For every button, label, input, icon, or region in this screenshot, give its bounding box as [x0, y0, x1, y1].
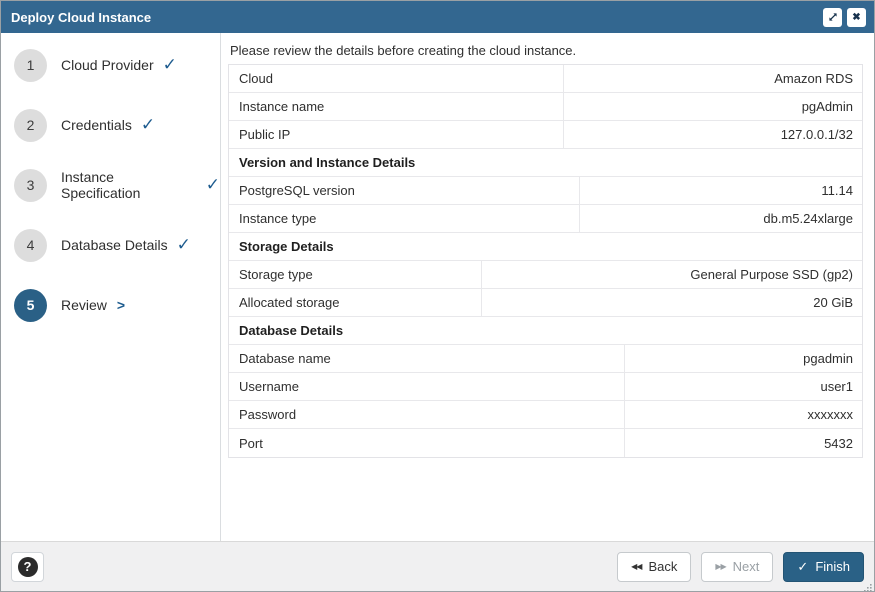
- row-label: PostgreSQL version: [229, 177, 580, 204]
- wizard-step-cloud-provider: [1, 35, 220, 95]
- maximize-icon: [827, 11, 839, 23]
- step-number-badge: 5: [14, 289, 47, 322]
- row-label: Instance name: [229, 93, 564, 120]
- section-general: [229, 65, 862, 149]
- wizard-step-database-details: [1, 215, 220, 275]
- section-version-instance: [229, 149, 862, 233]
- check-icon: ✓: [797, 558, 809, 574]
- row-value: 20 GiB: [813, 295, 853, 310]
- section-header: Version and Instance Details: [229, 149, 862, 177]
- back-button-label: Back: [648, 559, 678, 574]
- row-label: Instance type: [229, 205, 580, 232]
- dialog-titlebar: [1, 1, 874, 33]
- double-left-arrow-icon: ◀◀: [631, 562, 642, 571]
- row-value: db.m5.24xlarge: [763, 211, 853, 226]
- table-row: [229, 65, 862, 93]
- wizard-step-review: [1, 275, 220, 335]
- review-panel: [221, 33, 874, 541]
- row-label: Public IP: [229, 121, 564, 148]
- question-mark-icon: ?: [18, 557, 38, 577]
- row-value: pgadmin: [803, 351, 853, 366]
- row-value: 5432: [824, 435, 853, 451]
- table-row: [229, 289, 862, 317]
- table-row: [229, 429, 862, 457]
- row-value: 11.14: [821, 183, 853, 198]
- row-value: pgAdmin: [801, 99, 853, 114]
- resize-grip-dots-icon: [862, 582, 872, 592]
- step-label: Instance Specification: [61, 169, 141, 201]
- finish-button[interactable]: [783, 552, 864, 582]
- step-label: Review: [61, 297, 107, 313]
- back-button[interactable]: [617, 552, 691, 582]
- section-storage: [229, 233, 862, 317]
- check-icon: ✓: [162, 55, 177, 74]
- review-details-table: [228, 64, 863, 458]
- row-value: xxxxxxx: [807, 407, 853, 422]
- next-button-label: Next: [732, 559, 760, 574]
- dialog-footer: [1, 541, 874, 591]
- table-row: [229, 205, 862, 233]
- row-value: General Purpose SSD (gp2): [690, 267, 853, 282]
- close-button[interactable]: [847, 8, 866, 27]
- step-number-badge: 3: [14, 169, 47, 202]
- table-row: [229, 93, 862, 121]
- resize-grip[interactable]: [862, 579, 872, 589]
- check-icon: ✓: [205, 175, 220, 194]
- footer-actions: [617, 552, 864, 582]
- close-icon: ✖: [852, 11, 861, 23]
- step-number-badge: 2: [14, 109, 47, 142]
- section-header: Database Details: [229, 317, 862, 345]
- step-number-badge: 4: [14, 229, 47, 262]
- check-icon: ✓: [176, 235, 191, 254]
- table-row: [229, 373, 862, 401]
- double-right-arrow-icon: ▶▶: [715, 562, 726, 571]
- row-label: Password: [229, 401, 625, 428]
- row-label: Username: [229, 373, 625, 400]
- wizard-step-instance-specification: [1, 155, 220, 215]
- row-label: Storage type: [229, 261, 482, 288]
- step-label: Cloud Provider: [61, 57, 154, 73]
- step-number-badge: 1: [14, 49, 47, 82]
- row-value: 127.0.0.1/32: [780, 127, 853, 142]
- row-value: user1: [820, 379, 853, 394]
- next-button[interactable]: [701, 552, 773, 582]
- help-button[interactable]: [11, 552, 44, 582]
- table-row: [229, 177, 862, 205]
- review-intro-text: Please review the details before creating the cloud instance.: [230, 43, 577, 58]
- table-row: [229, 121, 862, 149]
- finish-button-label: Finish: [815, 559, 850, 574]
- table-row: [229, 345, 862, 373]
- dialog-body: [1, 33, 874, 541]
- row-label: Cloud: [229, 65, 564, 92]
- table-row: [229, 401, 862, 429]
- wizard-step-credentials: [1, 95, 220, 155]
- section-header: Storage Details: [229, 233, 862, 261]
- row-label: Port: [229, 429, 625, 457]
- table-row: [229, 261, 862, 289]
- dialog-title: Deploy Cloud Instance: [11, 9, 152, 25]
- step-label: Database Details: [61, 237, 168, 253]
- chevron-right-icon: >: [116, 297, 126, 313]
- row-label: Allocated storage: [229, 289, 482, 316]
- wizard-steps-sidebar: [1, 33, 221, 541]
- section-database: [229, 317, 862, 457]
- row-label: Database name: [229, 345, 625, 372]
- row-value: Amazon RDS: [774, 71, 853, 86]
- maximize-button[interactable]: [823, 8, 842, 27]
- step-label: Credentials: [61, 117, 132, 133]
- check-icon: ✓: [140, 115, 156, 134]
